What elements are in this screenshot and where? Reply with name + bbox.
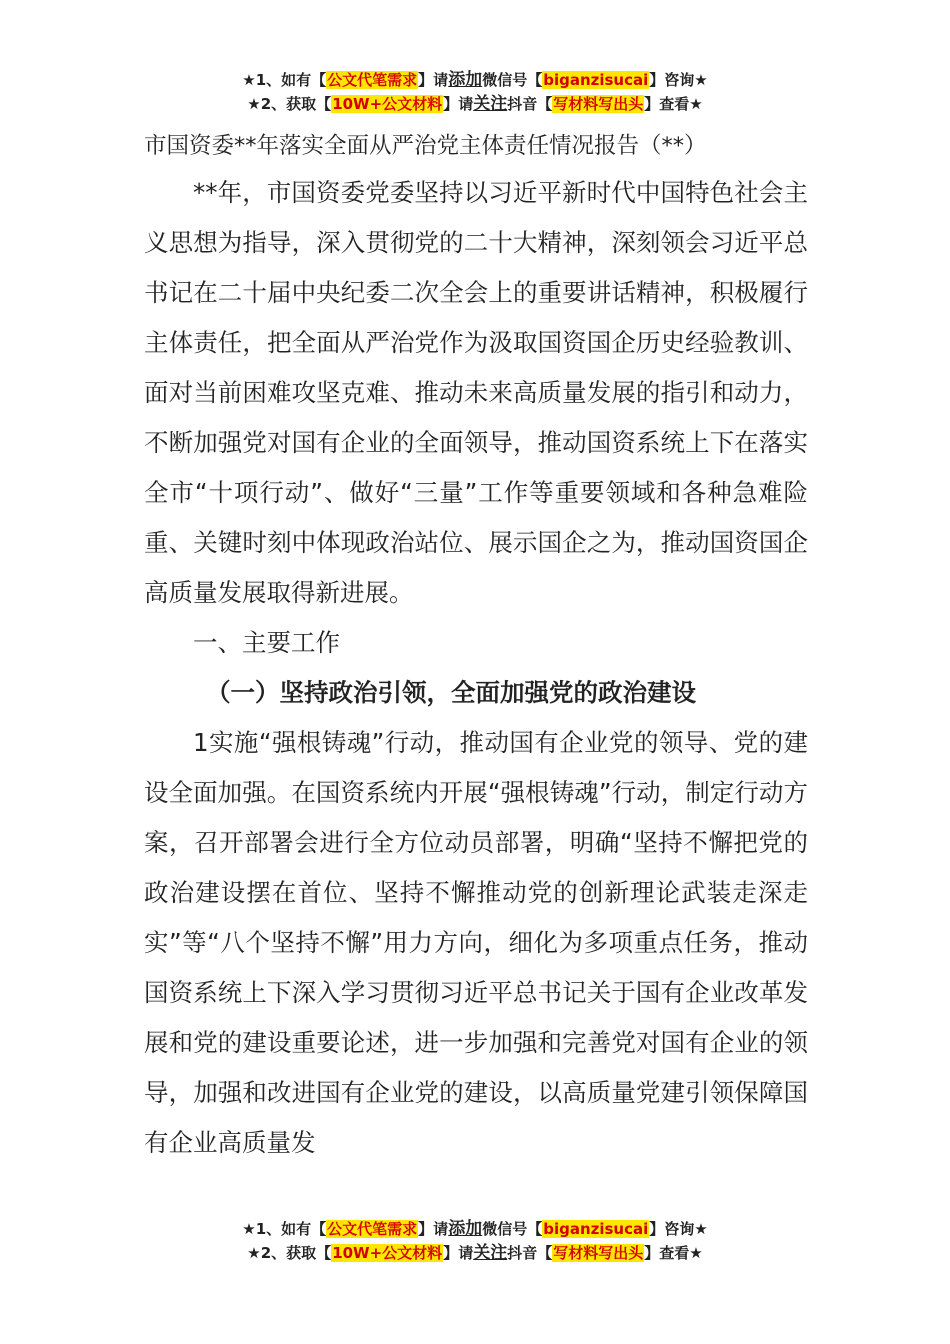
promo-text: 】查看★ [644,95,703,113]
subsection-heading: （一）坚持政治引领，全面加强党的政治建设 [206,678,696,707]
douyin-id-highlight: 写材料写出头 [553,1244,644,1262]
promo-highlight: 公文代笔需求 [327,71,418,89]
promo-banner-top [0,68,950,116]
promo-text: 微信号【 [482,71,543,89]
intro-paragraph: **年，市国资委党委坚持以习近平新时代中国特色社会主义思想为指导，深入贯彻党的二十大精神，深刻领会习近平总书记在二十届中央纪委二次全会上的重要讲话精神，积极履行主体责任，把全面从严治党作为汲取国资国企历史经验教训、面对当前困难攻坚克难、推动未来高质量发展的指引和动力，不断加强党对国有企业的全面领导，推动国资系统上下在落实全市“十项行动”、做好“三量”工作等重要领域和各种急难险重、关键时刻中体现政治站位、展示国企之为，推动国资国企高质量发展取得新进展。 [144,178,808,607]
promo-banner-bottom [0,1217,950,1265]
promo-line-2 [0,1241,950,1265]
douyin-id-highlight: 写材料写出头 [553,95,644,113]
wechat-id-highlight: biganzisucai [543,1220,649,1238]
promo-underlined: 添加 [448,70,483,90]
promo-text: 】请 [443,95,474,113]
promo-underlined: 关注 [473,1243,508,1263]
promo-line-2 [0,92,950,116]
promo-highlight: 公文代笔需求 [327,1220,418,1238]
document-body [144,124,808,1168]
promo-highlight: 10W+公文材料 [332,1244,443,1262]
promo-text: ★1、如有【 [242,71,327,89]
promo-underlined: 关注 [473,94,508,114]
promo-text: 】请 [443,1244,474,1262]
promo-line-1 [0,68,950,92]
promo-text: 】查看★ [644,1244,703,1262]
promo-highlight: 10W+公文材料 [332,95,443,113]
promo-line-1 [0,1217,950,1241]
promo-text: 抖音【 [507,1244,553,1262]
promo-text: 抖音【 [507,95,553,113]
promo-text: 】请 [418,1220,449,1238]
promo-text: ★2、获取【 [247,95,332,113]
document-title: 市国资委**年落实全面从严治党主体责任情况报告（**） [144,133,707,159]
wechat-id-highlight: biganzisucai [543,71,649,89]
promo-text: 】咨询★ [649,71,708,89]
promo-text: 微信号【 [482,1220,543,1238]
item-paragraph: 1实施“强根铸魂”行动，推动国有企业党的领导、党的建设全面加强。在国资系统内开展“强根铸魂”行动，制定行动方案，召开部署会进行全方位动员部署，明确“坚持不懈把党的政治建设摆在首位、坚持不懈推动党的创新理论武装走深走实”等“八个坚持不懈”用力方向，细化为多项重点任务，推动国资系统上下深入学习贯彻习近平总书记关于国有企业改革发展和党的建设重要论述，进一步加强和完善党对国有企业的领导，加强和改进国有企业党的建设，以高质量党建引领保障国有企业高质量发 [144,728,808,1157]
promo-text: ★1、如有【 [242,1220,327,1238]
section-heading: 一、主要工作 [193,628,340,657]
promo-text: ★2、获取【 [247,1244,332,1262]
promo-text: 】咨询★ [649,1220,708,1238]
promo-text: 】请 [418,71,449,89]
promo-underlined: 添加 [448,1219,483,1239]
